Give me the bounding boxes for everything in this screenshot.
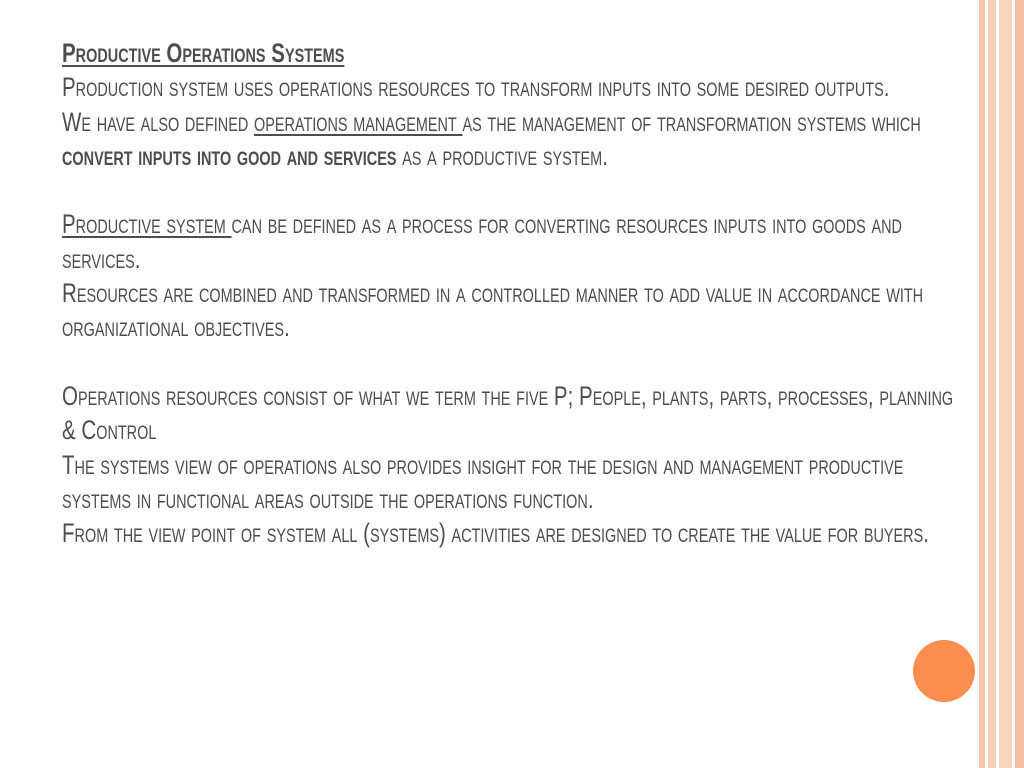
paragraph-systems-view: The systems view of operations also provides insight for the design and management productive systems in functional areas outside the operations function. bbox=[62, 449, 904, 514]
paragraph-productive-system bbox=[62, 207, 966, 276]
paragraph-operations-management bbox=[62, 105, 966, 174]
decor-circle bbox=[913, 640, 975, 702]
slide-body bbox=[62, 36, 966, 550]
paragraph-five-p: Operations resources consist of what we term the five P; People, plants, parts, processes, planning & Control bbox=[62, 380, 954, 446]
decor-stripe bbox=[988, 0, 996, 768]
decor-stripe bbox=[999, 0, 1012, 768]
paragraph-resources: Resources are combined and transformed in a controlled manner to add value in accordance with organizational objectives. bbox=[62, 278, 924, 343]
paragraph-view-point: From the view point of system all (systems) activities are designed to create the value for buyers. bbox=[62, 518, 929, 549]
slide-title: Productive Operations Systems bbox=[62, 38, 345, 68]
spacer bbox=[62, 173, 966, 207]
text-fragment: as the management of transformation systems which bbox=[462, 106, 921, 137]
text-fragment: can be defined as a process for converting resources inputs into goods and services. bbox=[62, 209, 902, 274]
term-productive-system: Productive system bbox=[62, 209, 232, 240]
paragraph-production-system: Production system uses operations resources to transform inputs into some desired outputs. bbox=[62, 72, 890, 103]
spacer bbox=[62, 345, 966, 379]
term-operations-management: operations management bbox=[253, 106, 463, 137]
emphasis-convert-inputs: convert inputs into good and services bbox=[62, 140, 397, 171]
text-fragment: We have also defined bbox=[62, 106, 254, 137]
text-fragment: as a productive system. bbox=[396, 140, 608, 171]
decor-stripe bbox=[1015, 0, 1024, 768]
